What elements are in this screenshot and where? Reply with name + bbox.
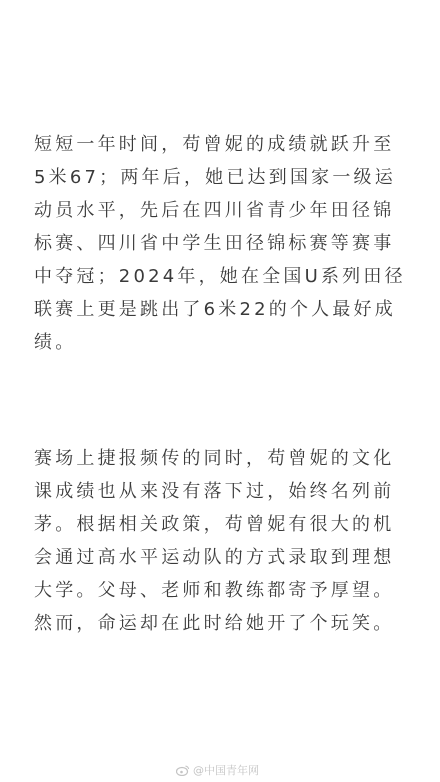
paragraph-line: 标赛、四川省中学生田径锦标赛等赛事 bbox=[34, 233, 395, 254]
weibo-icon bbox=[176, 764, 190, 776]
watermark bbox=[176, 762, 259, 778]
paragraph-line: 大学。父母、老师和教练都寄予厚望。 bbox=[34, 580, 395, 601]
paragraph-line: 课成绩也从来没有落下过，始终名列前 bbox=[34, 481, 395, 502]
paragraph-line: 赛场上捷报频传的同时，苟曾妮的文化 bbox=[34, 448, 395, 469]
paragraph-line: 联赛上更是跳出了6米22的个人最好成 bbox=[34, 299, 396, 320]
paragraph-line: 短短一年时间，苟曾妮的成绩就跃升至 bbox=[34, 134, 395, 155]
paragraph-line: 绩。 bbox=[34, 332, 77, 353]
paragraph-line: 中夺冠；2024年，她在全国U系列田径 bbox=[34, 266, 406, 287]
paragraph-2 bbox=[34, 442, 420, 640]
paragraph-line: 茅。根据相关政策，苟曾妮有很大的机 bbox=[34, 514, 395, 535]
watermark-text: @中国青年网 bbox=[193, 764, 259, 777]
paragraph-line: 5米67；两年后，她已达到国家一级运 bbox=[34, 167, 396, 188]
paragraph-line: 动员水平，先后在四川省青少年田径锦 bbox=[34, 200, 395, 221]
paragraph-line: 会通过高水平运动队的方式录取到理想 bbox=[34, 547, 395, 568]
paragraph-line: 然而，命运却在此时给她开了个玩笑。 bbox=[34, 613, 395, 634]
paragraph-1 bbox=[34, 128, 420, 359]
